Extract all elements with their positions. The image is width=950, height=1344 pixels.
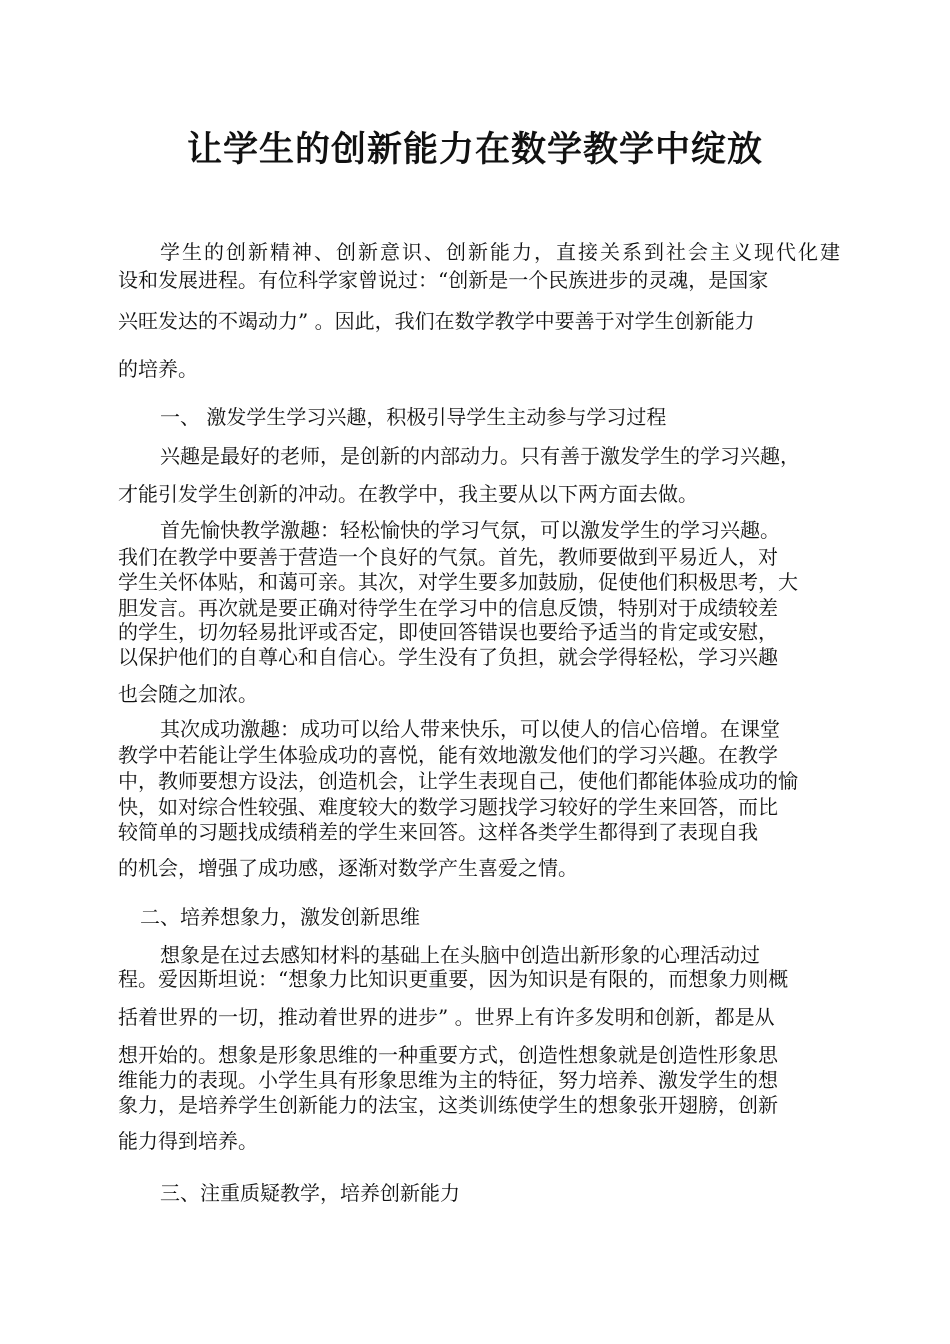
document-title: 让学生的创新能力在数学教学中绽放 (186, 129, 763, 170)
text-line: 想象是在过去感知材料的基础上在头脑中创造出新形象的心理活动过 (160, 943, 760, 967)
text-line: 才能引发学生创新的冲动。在教学中，我主要从以下两方面去做。 (118, 482, 698, 506)
text-line: 能力得到培养。 (118, 1129, 258, 1153)
text-line: 的机会，增强了成功感，逐渐对数学产生喜爱之情。 (118, 856, 578, 880)
text-line: 也会随之加浓。 (118, 682, 258, 706)
text-line: 兴旺发达的不竭动力” 。因此，我们在数学教学中要善于对学生创新能力 (118, 309, 755, 333)
text-line: 象力，是培养学生创新能力的法宝，这类训练使学生的想象张开翅膀，创新 (118, 1093, 778, 1117)
text-line: 我们在教学中要善于营造一个良好的气氛。首先，教师要做到平易近人，对 (118, 545, 778, 569)
text-line: 中，教师要想方设法，创造机会，让学生表现自己，使他们都能体验成功的愉 (118, 769, 798, 793)
text-line: 学生的创新精神、创新意识、创新能力，直接关系到社会主义现代化建 (160, 240, 840, 264)
section-heading: 三、注重质疑教学，培养创新能力 (160, 1181, 460, 1205)
text-line: 想开始的。想象是形象思维的一种重要方式，创造性想象就是创造性形象思 (118, 1043, 778, 1067)
section-heading: 一、 激发学生学习兴趣，积极引导学生主动参与学习过程 (160, 405, 667, 429)
text-line: 快，如对综合性较强、难度较大的数学习题找学习较好的学生来回答，而比 (118, 795, 778, 819)
text-line: 兴趣是最好的老师，是创新的内部动力。只有善于激发学生的学习兴趣， (160, 444, 800, 468)
text-line: 的培养。 (118, 357, 198, 381)
text-line: 较简单的习题找成绩稍差的学生来回答。这样各类学生都得到了表现自我 (118, 820, 758, 844)
text-line: 其次成功激趣：成功可以给人带来快乐，可以使人的信心倍增。在课堂 (160, 717, 780, 741)
text-line: 维能力的表现。小学生具有形象思维为主的特征，努力培养、激发学生的想 (118, 1068, 778, 1092)
text-line: 括着世界的一切，推动着世界的进步” 。世界上有许多发明和创新，都是从 (118, 1005, 775, 1029)
text-line: 程。爱因斯坦说：“想象力比知识更重要，因为知识是有限的，而想象力则概 (118, 967, 789, 991)
text-line: 首先愉快教学激趣：轻松愉快的学习气氛，可以激发学生的学习兴趣。 (160, 518, 780, 542)
text-line: 胆发言。再次就是要正确对待学生在学习中的信息反馈，特别对于成绩较差 (118, 596, 778, 620)
text-line: 学生关怀体贴，和蔼可亲。其次，对学生要多加鼓励，促使他们积极思考，大 (118, 570, 798, 594)
text-line: 设和发展进程。有位科学家曾说过：“创新是一个民族进步的灵魂，是国家 (118, 268, 769, 292)
text-line: 以保护他们的自尊心和自信心。学生没有了负担，就会学得轻松，学习兴趣 (118, 645, 778, 669)
section-heading: 二、培养想象力，激发创新思维 (140, 905, 420, 929)
text-line: 教学中若能让学生体验成功的喜悦，能有效地激发他们的学习兴趣。在教学 (118, 743, 778, 767)
text-line: 的学生，切勿轻易批评或否定，即使回答错误也要给予适当的肯定或安慰， (118, 620, 778, 644)
